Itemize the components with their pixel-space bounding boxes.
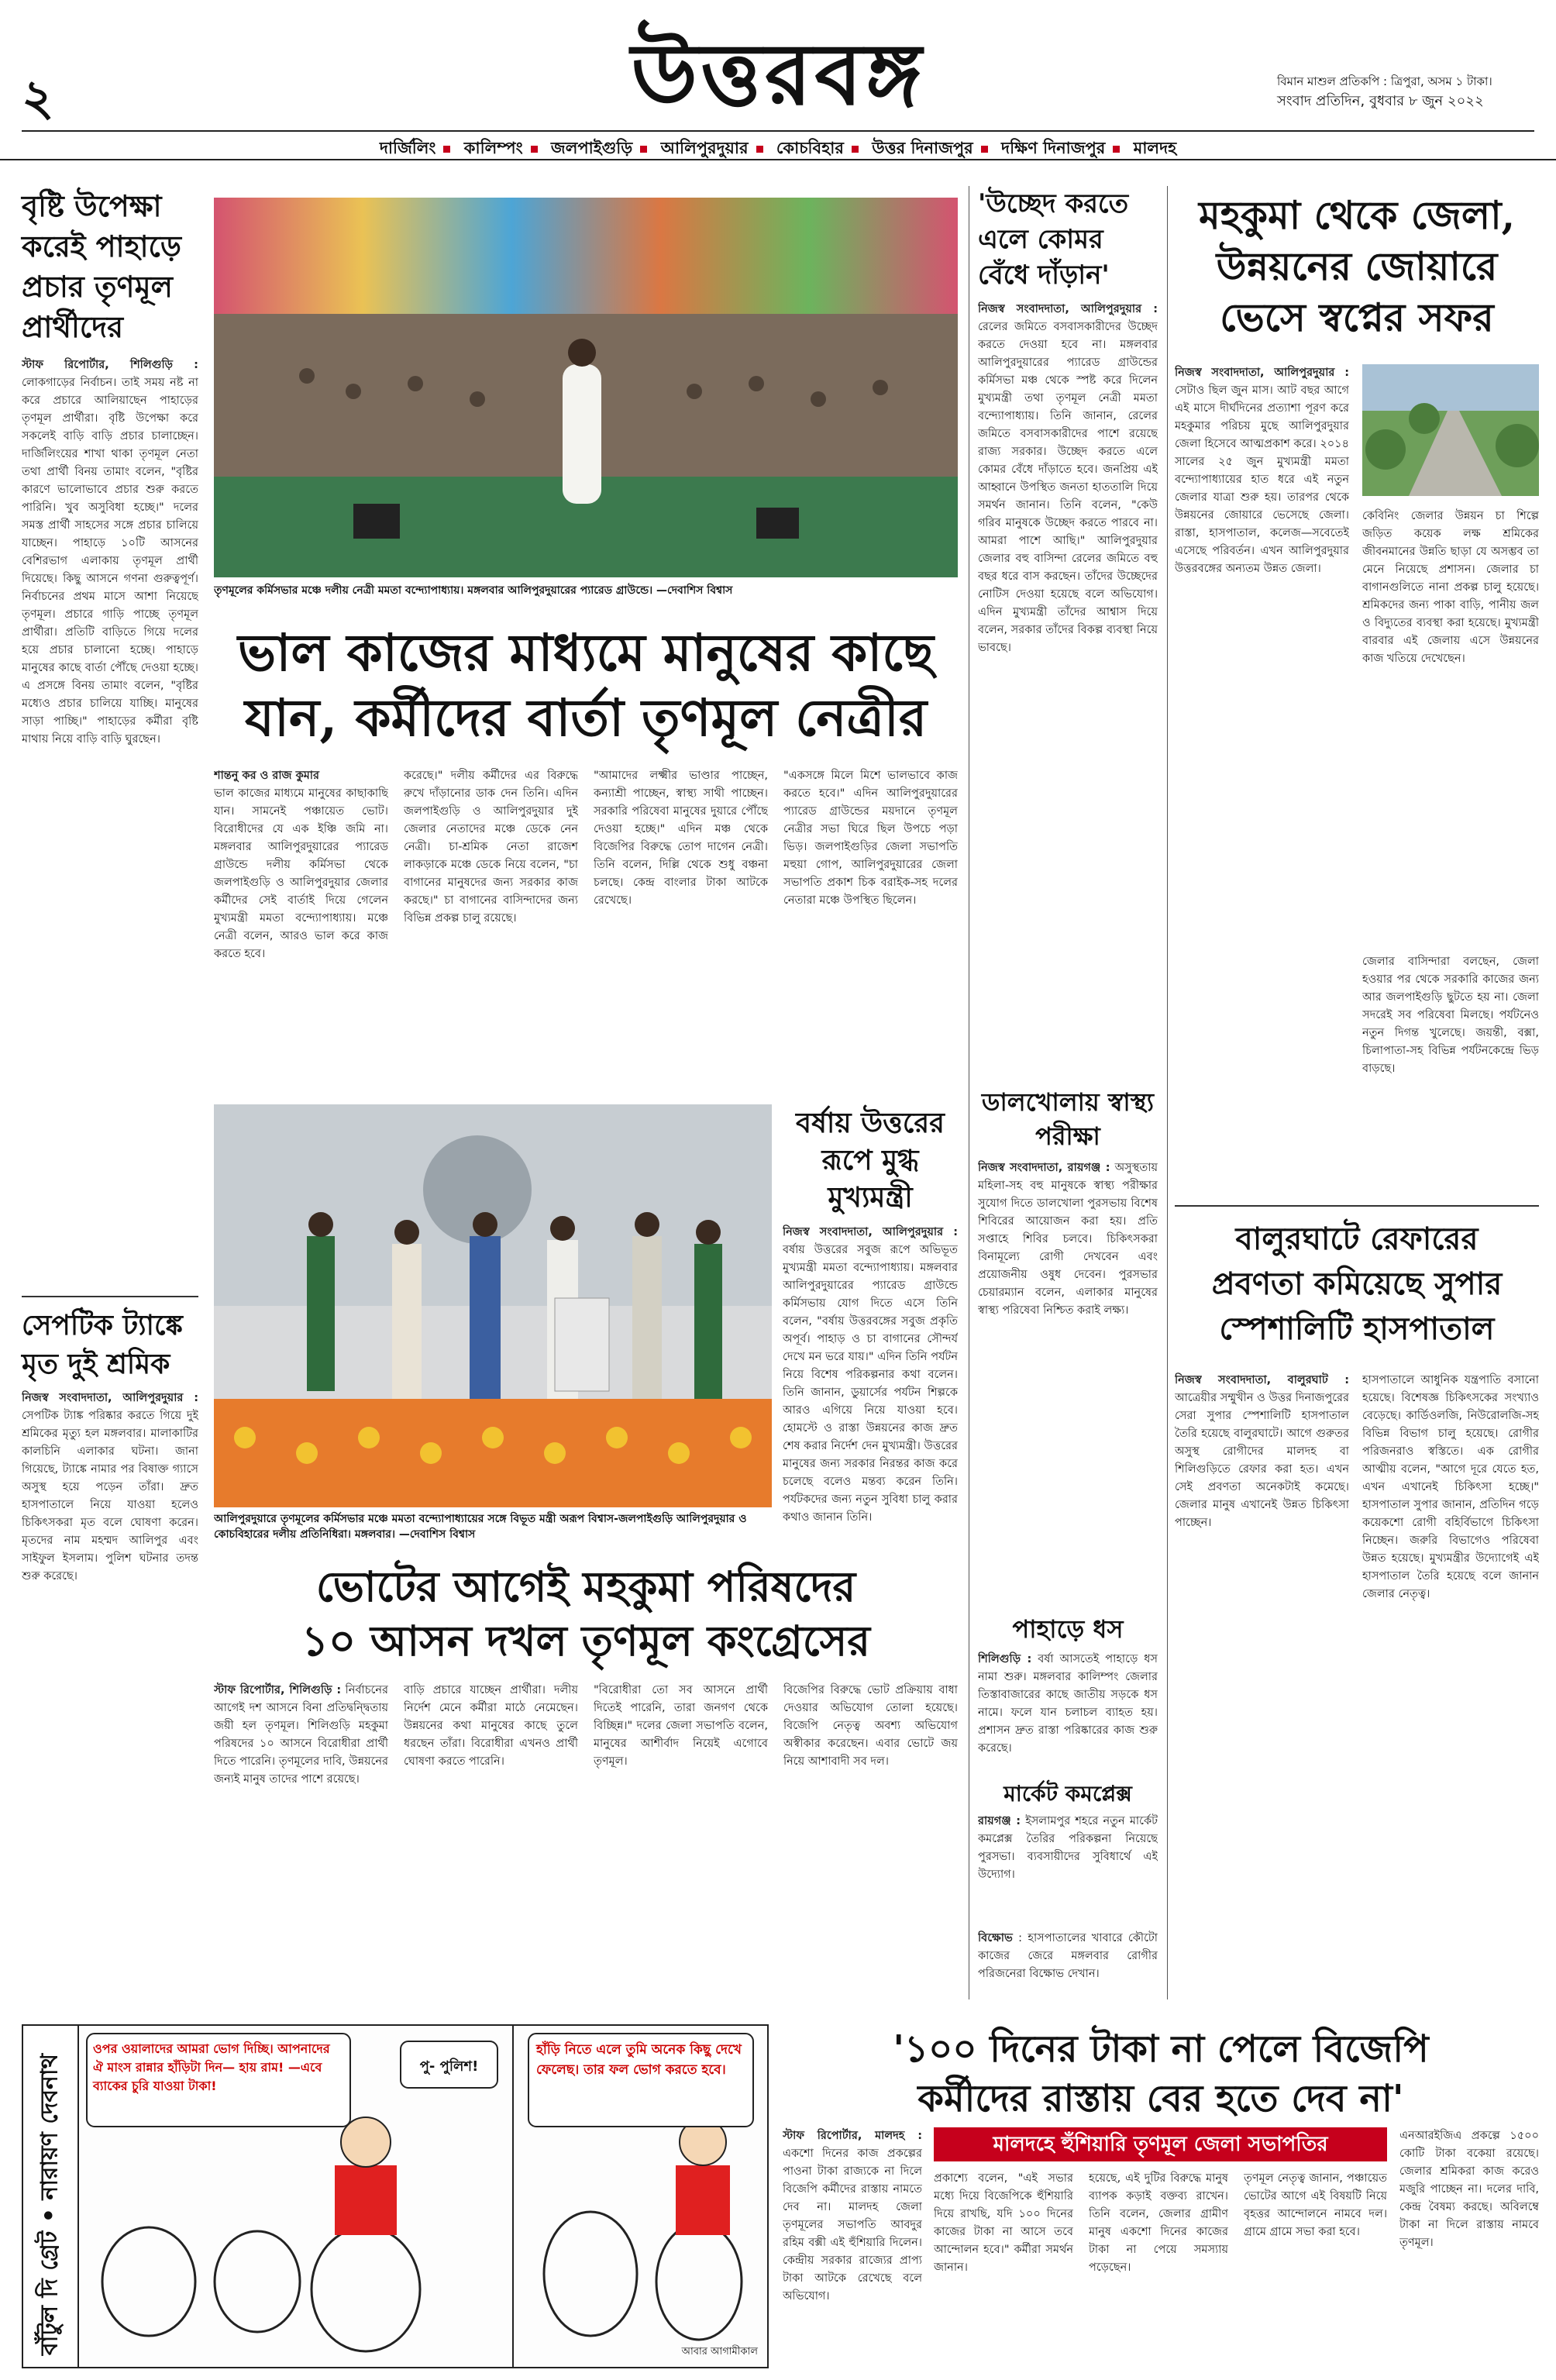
seats-col-d: বিজেপির বিরুদ্ধে ভোট প্রক্রিয়ায় বাধা দেওয়ার অভিযোগ তোলা হয়েছে। বিজেপি নেতৃত্ব অবশ্য অভিযোগ অস্বীকার করেছেন। এবার ভোটে জয় নিয়ে আশাবাদী সব দল। xyxy=(783,1684,958,1768)
col1-divider xyxy=(22,1296,198,1297)
eviction-story xyxy=(978,186,1158,1076)
cartoon-bubble-2: পু- পুলিশ! xyxy=(419,2058,479,2075)
masthead xyxy=(0,0,1556,155)
column-rule xyxy=(1167,186,1168,1999)
feature-col-c: জেলার বাসিন্দারা বলছেন, জেলা হওয়ার পর থেকে সরকারি কাজের জন্য আর জলপাইগুড়ি ছুটতে হয় না। জেলা সদরেই সব পরিষেবা মিলছে। পর্যটনেও নতুন দিগন্ত খুলেছে। জয়ন্তী, বক্সা, চিলাপাতা-সহ বিভিন্ন পর্যটনকেন্দ্রে ভিড় বাড়ছে। xyxy=(1362,956,1539,1075)
cartoon-title-vertical xyxy=(23,2026,79,2367)
subheadline-label: মালদহে হুঁশিয়ারি তৃণমূল জেলা সভাপতির xyxy=(934,2127,1387,2161)
story-headline: সেপটিক ট্যাঙ্কে মৃত দুই শ্রমিক xyxy=(22,1309,183,1380)
cartoon-bubble-3: হাঁড়ি নিতে এলে তুমি অনেক কিছু দেখে ফেলেছ। তার ফল ভোগ করতে হবে। xyxy=(536,2042,742,2078)
seats-col-b: বাড়ি প্রচারে যাচ্ছেন প্রার্থীরা। দলীয় নির্দেশ মেনে কর্মীরা মাঠে নেমেছেন। উন্নয়নের কথা মানুষের কাছে তুলে ধরছেন তাঁরা। বিরোধীরা এখনও প্রার্থী ঘোষণা করতে পারেনি। xyxy=(404,1684,578,1768)
cartoon-credit: আবার আগামীকাল xyxy=(681,2346,758,2358)
cartoon-bubble-1: ওপর ওয়ালাদের আমরা ভোগ দিচ্ছি। আপনাদের ঐ মাংস রান্নার হাঁড়িটা দিন— হায় রাম! —এবে ব্যাকের চুরি যাওয়া টাকা! xyxy=(93,2041,330,2093)
separator-square-icon xyxy=(640,146,647,153)
story-body: রায়গঞ্জ : ইসলামপুর শহরে নতুন মার্কেট কমপ্লেক্স তৈরির পরিকল্পনা নিয়েছে পুরসভা। ব্যবসায়ীদের সুবিধার্থে এই উদ্যোগ। xyxy=(978,1815,1158,1881)
mgnrega-col-e: এনআরইজিএ প্রকল্পে ১৫০০ কোটি টাকা বকেয়া রয়েছে। জেলার শ্রমিকরা কাজ করেও মজুরি পাচ্ছেন না। দলের দাবি, কেন্দ্র বৈষম্য করছে। অবিলম্বে টাকা না দিলে রাস্তায় নামবে তৃণমূল। xyxy=(1399,2130,1539,2249)
seats-col-c: "বিরোধীরা তো সব আসনে প্রার্থী দিতেই পারেনি, তারা জনগণ থেকে বিচ্ছিন্ন।" দলের জেলা সভাপতি বলেন, মানুষের আশীর্বাদ নিয়েই এগোবে তৃণমূল। xyxy=(594,1684,768,1768)
mgnrega-body xyxy=(783,2127,1539,2368)
page-number: ২ xyxy=(22,69,54,127)
separator-square-icon xyxy=(852,146,859,153)
district-rule xyxy=(0,159,1556,160)
story-body: নিজস্ব সংবাদদাতা, আলিপুরদুয়ার : বর্ষায় উত্তরের সবুজ রূপে অভিভূত মুখ্যমন্ত্রী মমতা বন্দ্যোপাধ্যায়। মঙ্গলবার আলিপুরদুয়ারের প্যারেড গ্রাউন্ডে কর্মিসভায় যোগ দিতে এসে তিনি বলেন, "বর্ষায় উত্তরবঙ্গের সবুজ প্রকৃতি অপূর্ব। পাহাড় ও চা বাগানের সৌন্দর্য দেখে মন ভরে যায়।" এদিন তিনি পর্যটন নিয়ে বিশেষ পরিকল্পনার কথা বলেন। তিনি জানান, ডুয়ার্সের পর্যটন শিল্পকে আরও এগিয়ে নিয়ে যাওয়া হবে। হোমস্টে ও রাস্তা উন্নয়নের কাজ দ্রুত শেষ করার নির্দেশ দেন মুখ্যমন্ত্রী। উত্তরের মানুষের জন্য সরকার নিরন্তর কাজ করে চলেছে বলেও মন্তব্য করেন তিনি। পর্যটকদের জন্য নতুন সুবিধা চালু করার কথাও জানান তিনি। xyxy=(783,1226,958,1524)
story-body: বিক্ষোভ : হাসপাতালের খাবারে কৌটো কাজের জেরে মঙ্গলবার রোগীর পরিজনেরা বিক্ষোভ দেখান। xyxy=(978,1932,1158,1980)
story-headline: বর্ষায় উত্তরের রূপে মুগ্ধ মুখ্যমন্ত্রী xyxy=(796,1107,945,1214)
story-body: স্টাফ রিপোর্টার, শিলিগুড়ি : লোকগাড়ের নির্বাচন। তাই সময় নষ্ট না করে প্রচারে আলিয়াছেন পাহাড়ের তৃণমূল প্রার্থীরা। বৃষ্টি উপেক্ষা করে সকলেই বাড়ি বাড়ি প্রচার চালাচ্ছেন। দার্জিলিংয়ের শাখা থাকা তৃণমূল নেতা তথা প্রার্থী বিনয় তামাং বলেন, "বৃষ্টির কারণে ভালোভাবে প্রচার শুরু করতে পারিনি। খুব অসুবিধা হচ্ছে।" দলের সমস্ত প্রার্থী সাহসের সঙ্গে প্রচার চালিয়ে যাচ্ছেন। পাহাড়ে ১০টি আসনের বেশিরভাগ এলাকায় তৃণমূল প্রার্থী দিয়েছে। কিছু আসনে গণনা গুরুত্বপূর্ণ। নির্বাচনের প্রথম মাসে আশা নিয়েছে তৃণমূল। প্রচারে গাড়ি পাচ্ছে তৃণমূল প্রার্থীরা। প্রতিটি বাড়িতে গিয়ে দলের হয়ে প্রচার চালানো হচ্ছে। পাহাড়ে মানুষের কাছে বার্তা পৌঁছে দেওয়া হচ্ছে। এ প্রসঙ্গে বিনয় তামাং বলেন, "বৃষ্টির মধ্যেও প্রচার চালিয়ে যাচ্ছি। মানুষের সাড়া পাচ্ছি।" পাহাড়ের কর্মীরা বৃষ্টি মাথায় নিয়ে বাড়ি বাড়ি ঘুরছেন। xyxy=(22,359,198,746)
feature-headline: মহকুমা থেকে জেলা, উন্নয়নের জোয়ারে ভেসে স্বপ্নের সফর xyxy=(1198,192,1515,340)
district-item: দক্ষিণ দিনাজপুর xyxy=(1001,139,1106,157)
separator-square-icon xyxy=(756,146,763,153)
tea-garden-image xyxy=(1362,364,1539,496)
story-headline: ডালখোলায় স্বাস্থ্য পরীক্ষা xyxy=(981,1087,1155,1151)
rally-stage-image xyxy=(214,198,958,577)
feature-col-a: নিজস্ব সংবাদদাতা, আলিপুরদুয়ার : সেটাও ছিল জুন মাস। আট বছর আগে এই মাসে দীর্ঘদিনের প্রত্যাশা পূরণ করে মহকুমার পরিচয় মুছে আলিপুরদুয়ার জেলা হিসেবে আত্মপ্রকাশ করে। ২০১৪ সালের ২৫ জুন মুখ্যমন্ত্রী মমতা বন্দ্যোপাধ্যায়ের হাত ধরে এই নতুন জেলার যাত্রা শুরু হয়। তারপর থেকে উন্নয়নের জোয়ারে ভেসেছে জেলা। রাস্তা, হাসপাতাল, কলেজ—সবেতেই এসেছে পরিবর্তন। এখন আলিপুরদুয়ার উত্তরবঙ্গের অন্যতম উন্নত জেলা। xyxy=(1175,367,1349,575)
feature-col-b: কেবিনিং জেলার উন্নয়ন চা শিল্পে জড়িত কয়েক লক্ষ শ্রমিকের জীবনমানের উন্নতি ছাড়া যে অসম্ভব তা মেনে নিয়েছে প্রশাসন। জেলার চা বাগানগুলিতে নানা প্রকল্প চালু হয়েছে। শ্রমিকদের জন্য পাকা বাড়ি, পানীয় জল ও বিদ্যুতের ব্যবস্থা করা হয়েছে। মুখ্যমন্ত্রী বারবার এই জেলায় এসে উন্নয়নের কাজ খতিয়ে দেখেছেন। xyxy=(1362,510,1539,665)
lead-headline: ভাল কাজের মাধ্যমে মানুষের কাছে যান, কর্মীদের বার্তা তৃণমূল নেত্রীর xyxy=(238,622,934,748)
district-item: উত্তর দিনাজপুর xyxy=(872,139,973,157)
story-headline: 'উচ্ছেদ করতে এলে কোমর বেঁধে দাঁড়ান' xyxy=(978,188,1129,291)
photo1-caption: তৃণমূলের কর্মিসভার মঞ্চে দলীয় নেত্রী মমতা বন্দ্যোপাধ্যায়। মঙ্গলবার আলিপুরদুয়ারের প্যারেড গ্রাউন্ডে। —দেবাশিস বিশ্বাস xyxy=(214,584,733,597)
cartoon-strip xyxy=(22,2024,769,2368)
cartoon-title: বাঁটুল দি গ্রেট • নারায়ণ দেবনাথ xyxy=(36,2053,64,2356)
mgnrega-col-b: প্রকাশ্যে বলেন, "এই সভার মধ্যে দিয়ে বিজেপিকে হুঁশিয়ারি দিয়ে রাখছি, যদি ১০০ দিনের কাজের টাকা না আসে তবে আন্দোলন হবে।" কর্মীরা সমর্থন জানান। xyxy=(934,2172,1073,2274)
separator-square-icon xyxy=(443,146,450,153)
story-body: নিজস্ব সংবাদদাতা, আলিপুরদুয়ার : সেপটিক ট্যাঙ্ক পরিষ্কার করতে গিয়ে দুই শ্রমিকের মৃত্যু হল মঙ্গলবার। মালাকাটির কালচিনি এলাকার ঘটনা। জানা গিয়েছে, ট্যাঙ্কে নামার পর বিষাক্ত গ্যাসে অসুস্থ হয়ে পড়েন তাঁরা। দ্রুত হাসপাতালে নিয়ে যাওয়া হলেও চিকিৎসকরা মৃত বলে ঘোষণা করেন। মৃতদের নাম মহম্মদ আলিপুর এবং সাইফুল ইসলাম। পুলিশ ঘটনার তদন্ত শুরু করেছে। xyxy=(22,1392,198,1583)
story-body: নিজস্ব সংবাদদাতা, রায়গঞ্জ : অসুস্থতায় মহিলা-সহ বহু মানুষকে স্বাস্থ্য পরীক্ষার সুযোগ দিতে ডালখোলা পুরসভায় বিশেষ শিবিরের আয়োজন করা হয়। প্রতি সপ্তাহে শিবির চলবে। চিকিৎসকরা বিনামূল্যে রোগী দেখবেন এবং প্রয়োজনীয় ওষুধ দেবেন। পুরসভার চেয়ারম্যান বলেন, এলাকার মানুষের স্বাস্থ্য পরিষেবা নিশ্চিত করাই লক্ষ্য। xyxy=(978,1162,1158,1317)
edition-meta xyxy=(1277,71,1533,112)
date-line: সংবাদ প্রতিদিন, বুধবার ৮ জুন ২০২২ xyxy=(1277,93,1484,109)
mgnrega-headline: '১০০ দিনের টাকা না পেলে বিজেপি কর্মীদের রাস্তায় বের হতে দেব না' xyxy=(893,2027,1429,2120)
seats-columns xyxy=(214,1682,958,2007)
district-item: কালিম্পং xyxy=(463,139,523,157)
stage-group-image xyxy=(214,1104,772,1507)
hospital-body xyxy=(1175,1372,1539,2007)
lead-col-d: "একসঙ্গে মিলে মিশে ভালভাবে কাজ করতে হবে।" এদিন আলিপুরদুয়ারের প্যারেড গ্রাউন্ডের ময়দানে তৃণমূল নেত্রীর সভা ঘিরে ছিল উপচে পড়া ভিড়। জলপাইগুড়ির জেলা সভাপতি মহুয়া গোপ, আলিপুরদুয়ারের জেলা সভাপতি প্রকাশ চিক বরাইক-সহ দলের নেতারা মঞ্চে উপস্থিত ছিলেন। xyxy=(783,770,958,907)
col1-story1 xyxy=(22,186,198,1232)
story-headline: পাহাড়ে ধস xyxy=(1012,1614,1124,1644)
district-item: আলিপুরদুয়ার xyxy=(660,139,749,157)
story-body: শিলিগুড়ি : বর্ষা আসতেই পাহাড়ে ধস নামা শুরু। মঙ্গলবার কালিম্পং জেলার তিস্তাবাজারের কাছে জাতীয় সড়কে ধস নামে। ফলে যান চলাচল ব্যাহত হয়। প্রশাসন দ্রুত রাস্তা পরিষ্কারের কাজ শুরু করেছে। xyxy=(978,1653,1158,1755)
mgnrega-col-d: তৃণমূল নেতৃত্ব জানান, পঞ্চায়েত ভোটের আগে এই বিষয়টি নিয়ে বৃহত্তর আন্দোলনে নামবে দল। গ্রামে গ্রামে সভা করা হবে। xyxy=(1244,2172,1387,2238)
hospital-col-a: নিজস্ব সংবাদদাতা, বালুরঘাট : আত্রেয়ীর সম্মুখীন ও উত্তর দিনাজপুরের সেরা সুপার স্পেশালিটি হাসপাতাল তৈরি হয়েছে বালুরঘাটে। আগে গুরুতর অসুস্থ রোগীদের মালদহ বা শিলিগুড়িতে রেফার করা হত। এখন সেই প্রবণতা অনেকটাই কমেছে। জেলার মানুষ এখানেই উন্নত চিকিৎসা পাচ্ছেন। xyxy=(1175,1374,1349,1529)
story-headline: মার্কেট কমপ্লেক্স xyxy=(1003,1781,1132,1807)
separator-square-icon xyxy=(981,146,988,153)
separator-square-icon xyxy=(1113,146,1120,153)
col1-story2 xyxy=(22,1306,198,1777)
feature-rule xyxy=(1175,1205,1539,1207)
protest-story xyxy=(978,1930,1158,1999)
photo2-caption: আলিপুরদুয়ারে তৃণমূলের কর্মিসভার মঞ্চে মমতা বন্দ্যোপাধ্যায়ের সঙ্গে বিভূত মন্ত্রী অরূপ বিশ্বাস-জলপাইগুড়ি আলিপুরদুয়ার ও কোচবিহারের দলীয় প্রতিনিধিরা। মঙ্গলবার। —দেবাশিস বিশ্বাস xyxy=(214,1513,747,1541)
mgnrega-col-a: স্টাফ রিপোর্টার, মালদহ : একশো দিনের কাজ প্রকল্পের পাওনা টাকা রাজ্যকে না দিলে বিজেপি কর্মীদের রাস্তায় নামতে দেব না। মালদহ জেলা তৃণমূলের সভাপতি আবদুর রহিম বক্সী এই হুঁশিয়ারি দিলেন। কেন্দ্রীয় সরকার রাজ্যের প্রাপ্য টাকা আটকে রেখেছে বলে অভিযোগ। xyxy=(783,2130,922,2303)
story-headline: বৃষ্টি উপেক্ষা করেই পাহাড়ে প্রচার তৃণমূল প্রার্থীদের xyxy=(22,188,181,344)
lead-col-b: করেছে।" দলীয় কর্মীদের এর বিরুদ্ধে রুখে দাঁড়ানোর ডাক দেন তিনি। এদিন জলপাইগুড়ি ও আলিপুরদুয়ার দুই জেলার নেতাদের মঞ্চে ডেকে নেন নেত্রী। চা-শ্রমিক নেতা রাজেশ লাকড়াকে মঞ্চে ডেকে নিয়ে বলেন, "চা বাগানের মানুষদের জন্য সরকার কাজ করছে।" চা বাগানের বাসিন্দাদের জন্য বিভিন্ন প্রকল্প চালু রয়েছে। xyxy=(404,770,578,925)
story-body: নিজস্ব সংবাদদাতা, আলিপুরদুয়ার : রেলের জমিতে বসবাসকারীদের উচ্ছেদ করতে দেওয়া হবে না। মঙ্গলবার আলিপুরদুয়ারের প্যারেড গ্রাউন্ডের কর্মিসভা মঞ্চ থেকে স্পষ্ট করে দিলেন মুখ্যমন্ত্রী তথা তৃণমূল নেত্রী মমতা বন্দ্যোপাধ্যায়। তিনি জানান, রেলের জমিতে বসবাসকারীদের পাশে রয়েছে রাজ্য সরকার। উচ্ছেদ করতে এলে কোমর বেঁধে দাঁড়াতে হবে। জনপ্রিয় এই আহ্বানে উপস্থিত জনতা হাততালি দিয়ে সমর্থন জানান। তিনি বলেন, "কেউ গরিব মানুষকে উচ্ছেদ করতে পারবে না। আমরা পাশে আছি।" আলিপুরদুয়ার জেলার বহু বাসিন্দা রেলের জমিতে বহু বছর ধরে বাস করছেন। তাঁদের উচ্ছেদের নোটিস দেওয়া হয়েছে বলে অভিযোগ। এদিন মুখ্যমন্ত্রী তাঁদের আশ্বাস দিয়ে বলেন, সরকার তাঁদের বিকল্প ব্যবস্থা নিয়ে ভাবছে। xyxy=(978,303,1158,654)
dalkhola-story xyxy=(978,1085,1158,1609)
hospital-headline: বালুরঘাটে রেফারের প্রবণতা কমিয়েছে সুপার স্পেশালিটি হাসপাতাল xyxy=(1211,1221,1503,1347)
mgnrega-col-c: হয়েছে, এই দুটির বিরুদ্ধে মানুষ ব্যাপক কড়াই বক্তব্য রাখেন। তিনি বলেন, জেলার গ্রামীণ মানুষ একশো দিনের কাজের টাকা না পেয়ে সমস্যায় পড়েছেন। xyxy=(1089,2172,1228,2274)
landslide-story xyxy=(978,1612,1158,1798)
newspaper-title: উত্তরবঙ্গ xyxy=(631,24,925,124)
monsoon-story xyxy=(783,1104,958,1530)
separator-square-icon xyxy=(531,146,538,153)
district-item: মালদহ xyxy=(1133,139,1177,157)
masthead-rule xyxy=(22,130,1534,132)
stage-photo xyxy=(214,1104,772,1507)
district-item: দার্জিলিং xyxy=(379,139,436,157)
tea-garden-photo xyxy=(1362,364,1539,496)
hospital-col-b: হাসপাতালে আধুনিক যন্ত্রপাতি বসানো হয়েছে। বিশেষজ্ঞ চিকিৎসকের সংখ্যাও বেড়েছে। কার্ডিওলজি, নিউরোলজি-সহ বিভিন্ন বিভাগ চালু হয়েছে। রোগীর পরিজনরাও স্বস্তিতে। এক রোগীর আত্মীয় বলেন, "আগে দূরে যেতে হত, এখন এখানেই চিকিৎসা হচ্ছে।" হাসপাতাল সুপার জানান, প্রতিদিন গড়ে কয়েকশো রোগী বহির্বিভাগে চিকিৎসা নিচ্ছেন। জরুরি বিভাগেও পরিষেবা উন্নত হয়েছে। মুখ্যমন্ত্রীর উদ্যোগেই এই হাসপাতাল তৈরি হয়েছে বলে জানান জেলার নেতৃত্ব। xyxy=(1362,1374,1539,1600)
feature-body xyxy=(1175,364,1539,1201)
rally-photo xyxy=(214,198,958,577)
district-item: জলপাইগুড়ি xyxy=(550,139,633,157)
district-item: কোচবিহার xyxy=(776,139,844,157)
lead-col-c: "আমাদের লক্ষ্মীর ভাণ্ডার পাচ্ছেন, কন্যাশ্রী পাচ্ছেন, স্বাস্থ্য সাথী পাচ্ছেন। সরকারি পরিষেবা মানুষের দুয়ারে পৌঁছে দেওয়া হচ্ছে।" এদিন মঞ্চ থেকে বিজেপির বিরুদ্ধে তোপ দাগেন নেত্রী। তিনি বলেন, দিল্লি থেকে শুধু বঞ্চনা চলছে। কেন্দ্র বাংলার টাকা আটকে রেখেছে। xyxy=(594,770,768,907)
market-story xyxy=(978,1779,1158,1944)
price-line: বিমান মাশুল প্রতিকপি : ত্রিপুরা, অসম ১ টাকা। xyxy=(1277,74,1492,88)
seats-col-a: স্টাফ রিপোর্টার, শিলিগুড়ি : নির্বাচনের আগেই দশ আসনে বিনা প্রতিদ্বন্দ্বিতায় জয়ী হল তৃণমূল। শিলিগুড়ি মহকুমা পরিষদের ১০ আসনে বিরোধীরা প্রার্থী দিতে পারেনি। তৃণমূলের দাবি, উন্নয়নের জন্যই মানুষ তাদের পাশে রয়েছে। xyxy=(214,1684,388,1786)
lead-story-columns xyxy=(214,767,958,1093)
seats-headline: ভোটের আগেই মহকুমা পরিষদের ১০ আসন দখল তৃণমূল কংগ্রেসের xyxy=(301,1562,870,1665)
lead-col-a: শান্তনু কর ও রাজ কুমার ভাল কাজের মাধ্যমে মানুষের কাছাকাছি যান। সামনেই পঞ্চায়েত ভোট। বিরোধীদের যে এক ইঞ্চি জমি না। মঙ্গলবার আলিপুরদুয়ারের প্যারেড গ্রাউন্ডে দলীয় কর্মিসভা থেকে জলপাইগুড়ি ও আলিপুরদুয়ার জেলার কর্মীদের সেই বার্তাই দিয়ে গেলেন মুখ্যমন্ত্রী মমতা বন্দ্যোপাধ্যায়। মঞ্চে নেত্রী বলেন, আরও ভাল করে কাজ করতে হবে। xyxy=(214,770,388,960)
